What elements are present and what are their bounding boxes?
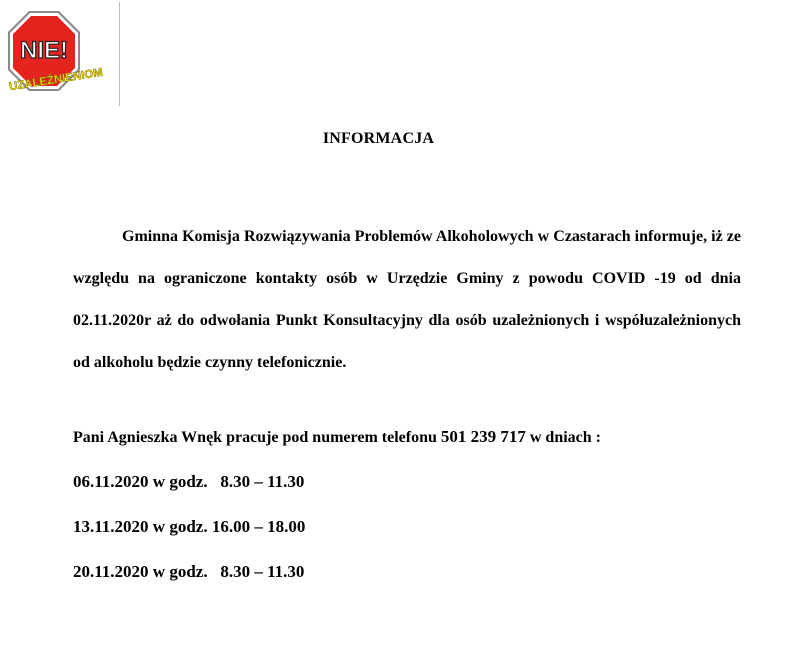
stop-sign-icon bbox=[4, 8, 108, 100]
schedule-item: 06.11.2020 w godz. 8.30 – 11.30 bbox=[73, 472, 305, 491]
contact-suffix: w dniach : bbox=[525, 429, 601, 446]
logo-nie-uzaleznieniom bbox=[4, 8, 108, 100]
schedule-item: 13.11.2020 w godz. 16.00 – 18.00 bbox=[73, 517, 306, 536]
schedule-item: 20.11.2020 w godz. 8.30 – 11.30 bbox=[73, 562, 305, 581]
header-divider bbox=[119, 2, 120, 106]
phone-number: 501 239 717 bbox=[440, 427, 526, 446]
contact-prefix: Pani Agnieszka Wnęk pracuje pod numerem telefonu bbox=[73, 429, 441, 446]
contact-line bbox=[73, 427, 753, 447]
announcement-paragraph: Gminna Komisja Rozwiązywania Problemów Alkoholowych w Czastarach informuje, iż ze względu na ograniczone kontakty osób w Urzędzie Gminy z powodu COVID -19 od dnia 02.11.2020r aż do odwołania Punkt Konsultacyjny dla osób uzależnionych i współuzależnionych od alkoholu będzie czynny telefonicznie. bbox=[73, 228, 741, 371]
logo-subtitle-text: UZALEŻNIENIOM bbox=[8, 66, 104, 94]
logo-title-text: NIE! bbox=[20, 37, 68, 64]
page-title: INFORMACJA bbox=[322, 130, 435, 147]
